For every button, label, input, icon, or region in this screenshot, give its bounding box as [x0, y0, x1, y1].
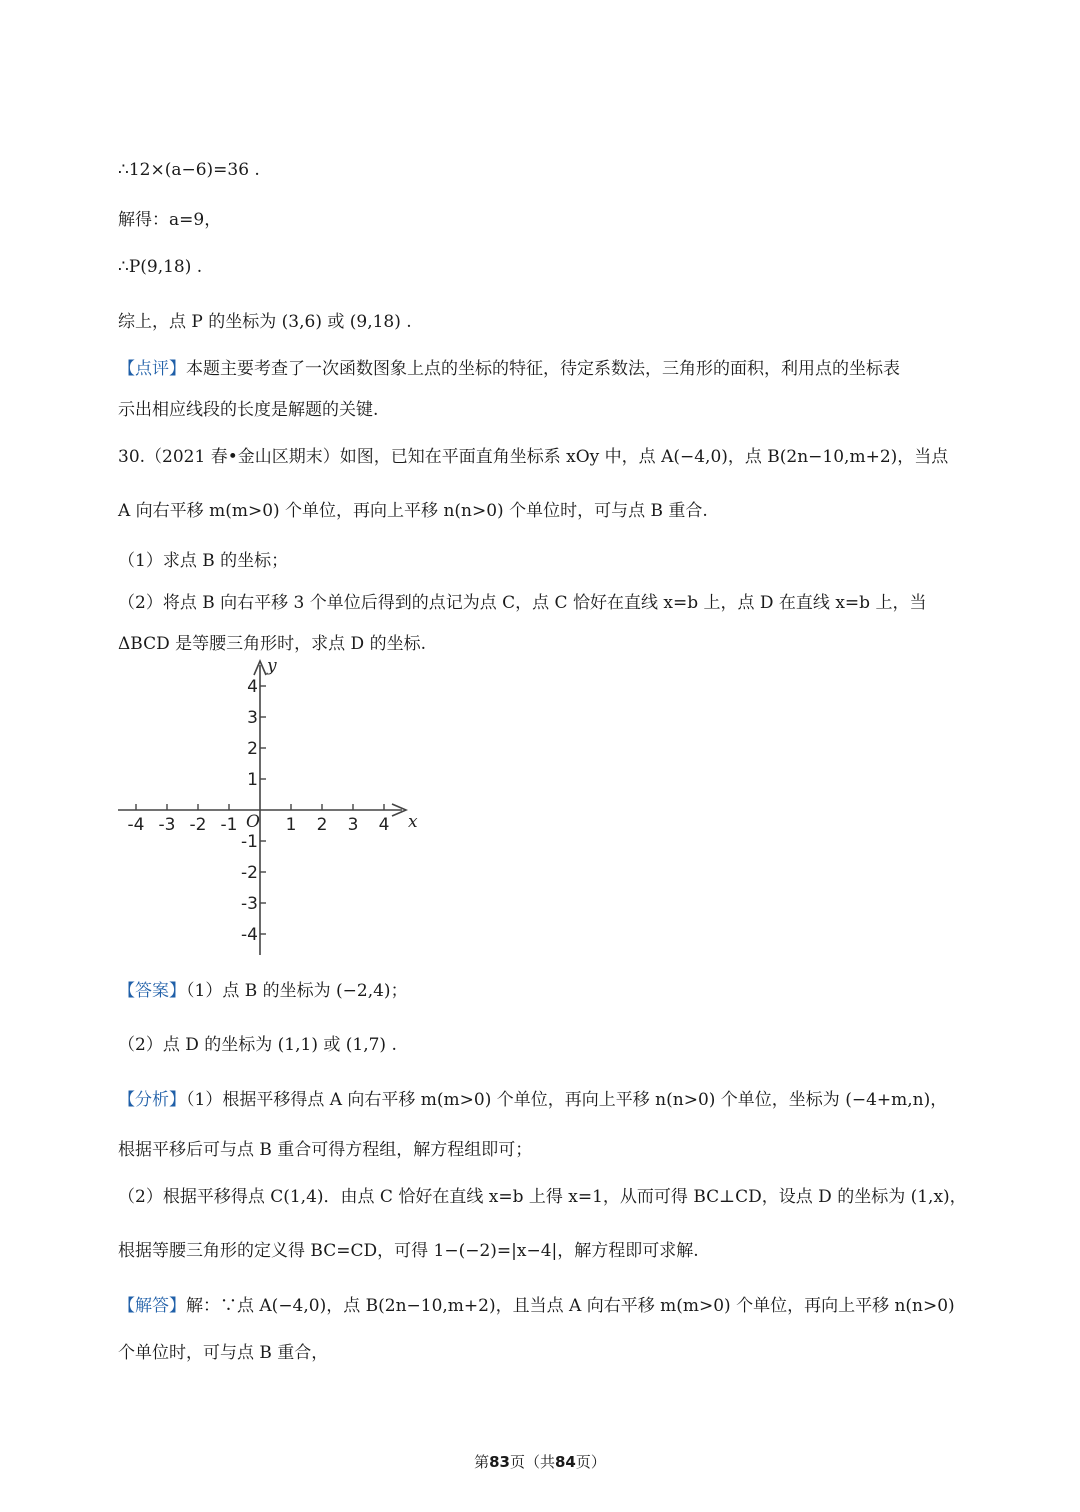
total-page-number: 84	[555, 1453, 576, 1471]
text-line	[118, 1088, 947, 1112]
x-tick-label: 3	[347, 815, 359, 835]
x-tick-label: -2	[189, 815, 207, 835]
text-line	[118, 1138, 532, 1162]
line-text: 个单位时，可与点 B 重合，	[118, 1343, 329, 1363]
line-text: 综上，点 P 的坐标为 (3,6) 或 (9,18) .	[118, 312, 412, 332]
x-tick-label: 4	[378, 815, 390, 835]
x-tick-label: 2	[316, 815, 328, 835]
line-text: 解：∵点 A(−4,0)，点 B(2n−10,m+2)，且当点 A 向右平移 m(m>0) 个单位，再向上平移 n(n>0)	[186, 1296, 955, 1316]
text-line	[118, 1033, 397, 1057]
line-text: 本题主要考查了一次函数图象上点的坐标的特征，待定系数法，三角形的面积，利用点的坐标表	[186, 359, 900, 379]
line-text: （1）根据平移得点 A 向右平移 m(m>0) 个单位，再向上平移 n(n>0) 个单位，坐标为 (−4+m,n)，	[186, 1090, 948, 1110]
text-line	[118, 591, 926, 615]
text-line	[118, 310, 412, 334]
y-tick-label: 4	[247, 677, 258, 697]
text-line	[118, 445, 948, 469]
line-text: ΔBCD 是等腰三角形时，求点 D 的坐标.	[118, 634, 426, 654]
y-tick-label: 2	[247, 739, 258, 759]
line-text: 根据等腰三角形的定义得 BC=CD，可得 1−(−2)=|x−4|，解方程即可求解.	[118, 1241, 699, 1261]
section-tag: 【答案】	[118, 981, 186, 1001]
text-line	[118, 1185, 967, 1209]
text-line	[118, 1294, 955, 1318]
line-text: 示出相应线段的长度是解题的关键.	[118, 400, 379, 420]
text-line	[118, 208, 221, 232]
text-line	[118, 979, 408, 1003]
page-footer	[0, 1451, 1080, 1472]
x-tick-label: 1	[285, 815, 297, 835]
text-line	[118, 255, 202, 279]
line-text: A 向右平移 m(m>0) 个单位，再向上平移 n(n>0) 个单位时，可与点 B 重合.	[118, 501, 708, 521]
x-tick-label: -4	[127, 815, 145, 835]
line-text: 根据平移后可与点 B 重合可得方程组，解方程组即可；	[118, 1140, 533, 1160]
text-line	[118, 1341, 328, 1365]
text-line	[118, 549, 288, 573]
line-text: （1）求点 B 的坐标；	[118, 551, 289, 571]
line-text: （1）点 B 的坐标为 (−2,4)；	[186, 981, 408, 1001]
footer-suffix: 页）	[575, 1453, 606, 1471]
section-tag: 【分析】	[118, 1090, 186, 1110]
line-text: （2）将点 B 向右平移 3 个单位后得到的点记为点 C，点 C 恰好在直线 x=b 上，点 D 在直线 x=b 上，当	[118, 593, 927, 613]
y-tick-label: 1	[247, 770, 258, 790]
footer-prefix: 第	[474, 1453, 490, 1471]
y-tick-label: -4	[241, 925, 258, 945]
y-tick-label: 3	[247, 708, 258, 728]
y-tick-label: -1	[241, 832, 258, 852]
line-text: 解得：a=9，	[118, 210, 222, 230]
text-line	[118, 398, 378, 422]
x-tick-label: -1	[220, 815, 238, 835]
y-tick-label: -3	[241, 894, 258, 914]
line-text: （2）根据平移得点 C(1,4)．由点 C 恰好在直线 x=b 上得 x=1，从而可得 BC⊥CD，设点 D 的坐标为 (1,x)，	[118, 1187, 967, 1207]
line-text: 30.（2021 春•金山区期末）如图，已知在平面直角坐标系 xOy 中，点 A(−4,0)，点 B(2n−10,m+2)，当点	[118, 447, 949, 467]
text-line	[118, 1239, 699, 1263]
text-line	[118, 158, 260, 182]
x-tick-label: -3	[158, 815, 176, 835]
footer-mid: 页（共	[509, 1453, 555, 1471]
text-line	[118, 499, 708, 523]
text-line	[118, 632, 426, 656]
y-axis-label: y	[267, 656, 277, 676]
y-tick-label: -2	[241, 863, 258, 883]
line-text: （2）点 D 的坐标为 (1,1) 或 (1,7) .	[118, 1035, 397, 1055]
x-axis-label: x	[408, 812, 418, 832]
line-text: ∴P(9,18) .	[118, 257, 203, 277]
section-tag: 【解答】	[118, 1296, 186, 1316]
origin-label: O	[246, 812, 260, 832]
section-tag: 【点评】	[118, 359, 186, 379]
text-line	[118, 357, 900, 381]
line-text: ∴12×(a−6)=36 .	[118, 160, 260, 180]
current-page-number: 83	[489, 1453, 510, 1471]
coordinate-axes-figure	[110, 655, 430, 965]
